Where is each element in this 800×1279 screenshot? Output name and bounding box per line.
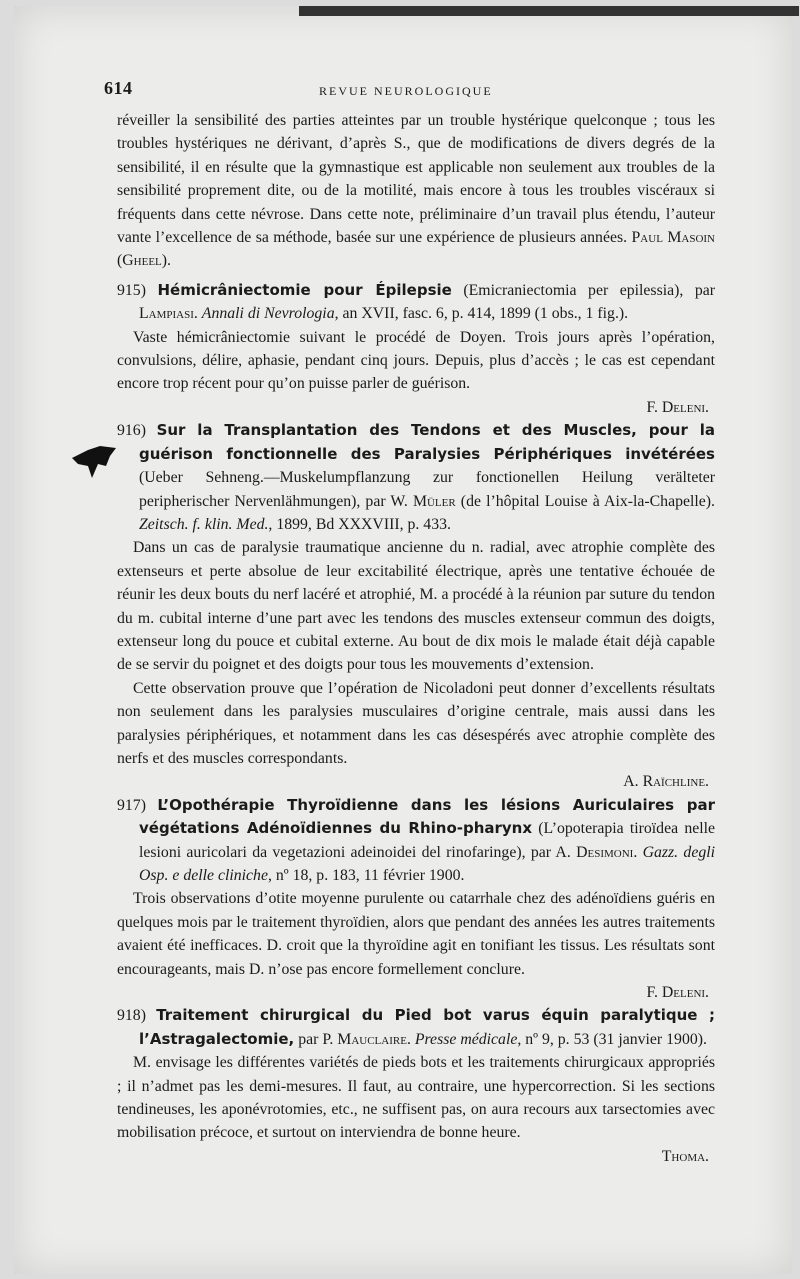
entry-journal: Zeitsch. f. klin. Med.: [139, 515, 269, 533]
document-page: [14, 6, 792, 1274]
intro-signature: Paul Masoin (Gheel).: [117, 229, 715, 270]
entry-916-heading: [117, 419, 715, 536]
entry-reference-end: , an XVII, fasc. 6, p. 414, 1899 (1 obs., 1 fig.).: [334, 305, 629, 323]
entry-915-signature: F. Deleni.: [646, 398, 709, 416]
entry-917-heading: [117, 794, 715, 888]
entry-title: L’Opothérapie Thyroïdienne dans les lésions Auriculaires par végétations Adénoïdiennes du Rhino-pharynx: [139, 795, 715, 838]
entry-916-signature: A. Raïchline.: [623, 773, 709, 791]
entry-reference-end: , nº 18, p. 183, 11 février 1900.: [267, 867, 465, 884]
intro-paragraph: [117, 109, 715, 273]
entry-number: 918): [117, 1007, 146, 1025]
page-number: 614: [104, 78, 133, 98]
entry-reference: (Ueber Sehneng.—Muskelumpflanzung zur fonctionellen Heilung verälteter peripherischer Nervenlähmungen), par W.: [139, 469, 715, 510]
entry-number: 915): [117, 281, 146, 299]
entry-reference-end: , nº 9, p. 53 (31 janvier 1900).: [517, 1030, 707, 1048]
entry-title: Traitement chirurgical du Pied bot varus équin paralytique ; l’Astragalectomie,: [139, 1006, 715, 1048]
entry-author: Müler: [412, 492, 456, 510]
entry-reference-sep: .: [406, 1030, 415, 1048]
entry-reference: par P.: [294, 1030, 338, 1048]
entry-reference-end: , 1899, Bd XXXVIII, p. 433.: [268, 515, 451, 533]
entry-reference-sep: .: [193, 305, 202, 323]
entry-title: Sur la Transplantation des Tendons et des Muscles, pour la guérison fonctionnelle des Paralysies Périphériques invétérées: [139, 421, 715, 463]
running-title: REVUE NEUROLOGIQUE: [319, 84, 493, 98]
entry-917-signature: F. Deleni.: [646, 984, 709, 1002]
entry-916-body-2: Cette observation prouve que l’opération de Nicoladoni peut donner d’excellents résultats non seulement dans les paralysies musculaires d’origine centrale, mais aussi dans les paralysies périphériques, et notamment dans les cas désespérés avec atrophie complète des nerfs et des muscles correspondants.: [117, 679, 715, 767]
entry-918-signature: Thoma.: [661, 1147, 709, 1165]
entry-918-heading: [117, 1004, 715, 1051]
entry-author: Mauclaire: [337, 1030, 407, 1048]
scan-edge-bar: [299, 6, 799, 16]
intro-text: réveiller la sensibilité des parties atteintes par un trouble hystérique quelconque ; tous les troubles hystériques ne dérivant, d’après S., que de modifications de divers degrés de la sensibilité, il en résulte que la gymnastique est applicable non seulement aux troubles de la sensibilité proprement dite, ou de la motilité, mais encore à tous les troubles viscéraux si fréquents dans cette névrose. Dans cette note, préliminaire d’un travail plus étendu, l’auteur vante l’excellence de sa méthode, basée sur une expérience de plusieurs années.: [117, 112, 715, 247]
entry-journal: Presse médicale: [414, 1030, 518, 1048]
entry-918-body: M. envisage les différentes variétés de pieds bots et les traitements chirurgicaux appropriés ; il n’admet pas les demi-mesures. Il faut, au contraire, une hypercorrection. Si les sections tendineuses, les aponévrotomies, etc., ne suffisent pas, on aura recours aux tarsectomies avec mobilisation précoce, et surtout on interviendra de bonne heure.: [117, 1054, 715, 1142]
entry-number: 916): [117, 422, 146, 440]
entry-915-heading: [117, 279, 715, 326]
entry-number: 917): [117, 796, 146, 814]
entry-journal: Gazz. degli Osp. e delle cliniche: [139, 843, 716, 884]
ink-blot-mark: [70, 444, 118, 480]
entry-title: Hémicrâniectomie pour Épilepsie: [157, 280, 452, 299]
entry-915-body: Vaste hémicrâniectomie suivant le procédé de Doyen. Trois jours après l’opération, convulsions, délire, aphasie, pendant cinq jours. Depuis, plus d’accès ; le cas est cependant encore trop récent pour qu’on puisse parler de guérison.: [117, 328, 715, 393]
entry-reference-sep: .: [633, 843, 643, 861]
entry-reference: (L’opoterapia tiroïdea nelle lesioni auricolari da vegetazioni adeinoidei del rinofaringe), par A.: [139, 820, 716, 861]
entry-reference: (Emicraniectomia per epilessia), par: [463, 281, 716, 299]
entry-journal: Annali di Nevrologia: [201, 305, 335, 323]
entry-916-body-1: Dans un cas de paralysie traumatique ancienne du n. radial, avec atrophie complète des extenseurs et perte absolue de leur excitabilité électrique, après une tentative échouée de réunir les deux bouts du nerf lacéré et atrophié, M. a procédé à la réunion par suture du tendon du m. cubital interne d’une part avec les tendons des muscles extenseur commun des doigts, extenseur long du pouce et cubital externe. Au bout de dix mois le malade était déjà capable de se servir du poignet et des doigts pour tous les mouvements d’extension.: [117, 539, 715, 674]
article-text: [117, 109, 715, 1168]
page-header: [104, 72, 724, 98]
entry-author: Lampiasi: [139, 305, 194, 323]
entry-author: Desimoni: [576, 843, 634, 861]
entry-917-body: Trois observations d’otite moyenne purulente ou catarrhale chez des adénoïdiens guéris en quelques mois par le traitement thyroïdien, alors que pendant des années les autres traitements avaient été inefficaces. D. croit que la thyroïdine agit en tonifiant les tissus. Les résultats sont encourageants, mais D. n’ose pas encore formellement conclure.: [117, 890, 715, 978]
entry-reference-sep: (de l’hôpital Louise à Aix-la-Chapelle).: [455, 492, 716, 510]
